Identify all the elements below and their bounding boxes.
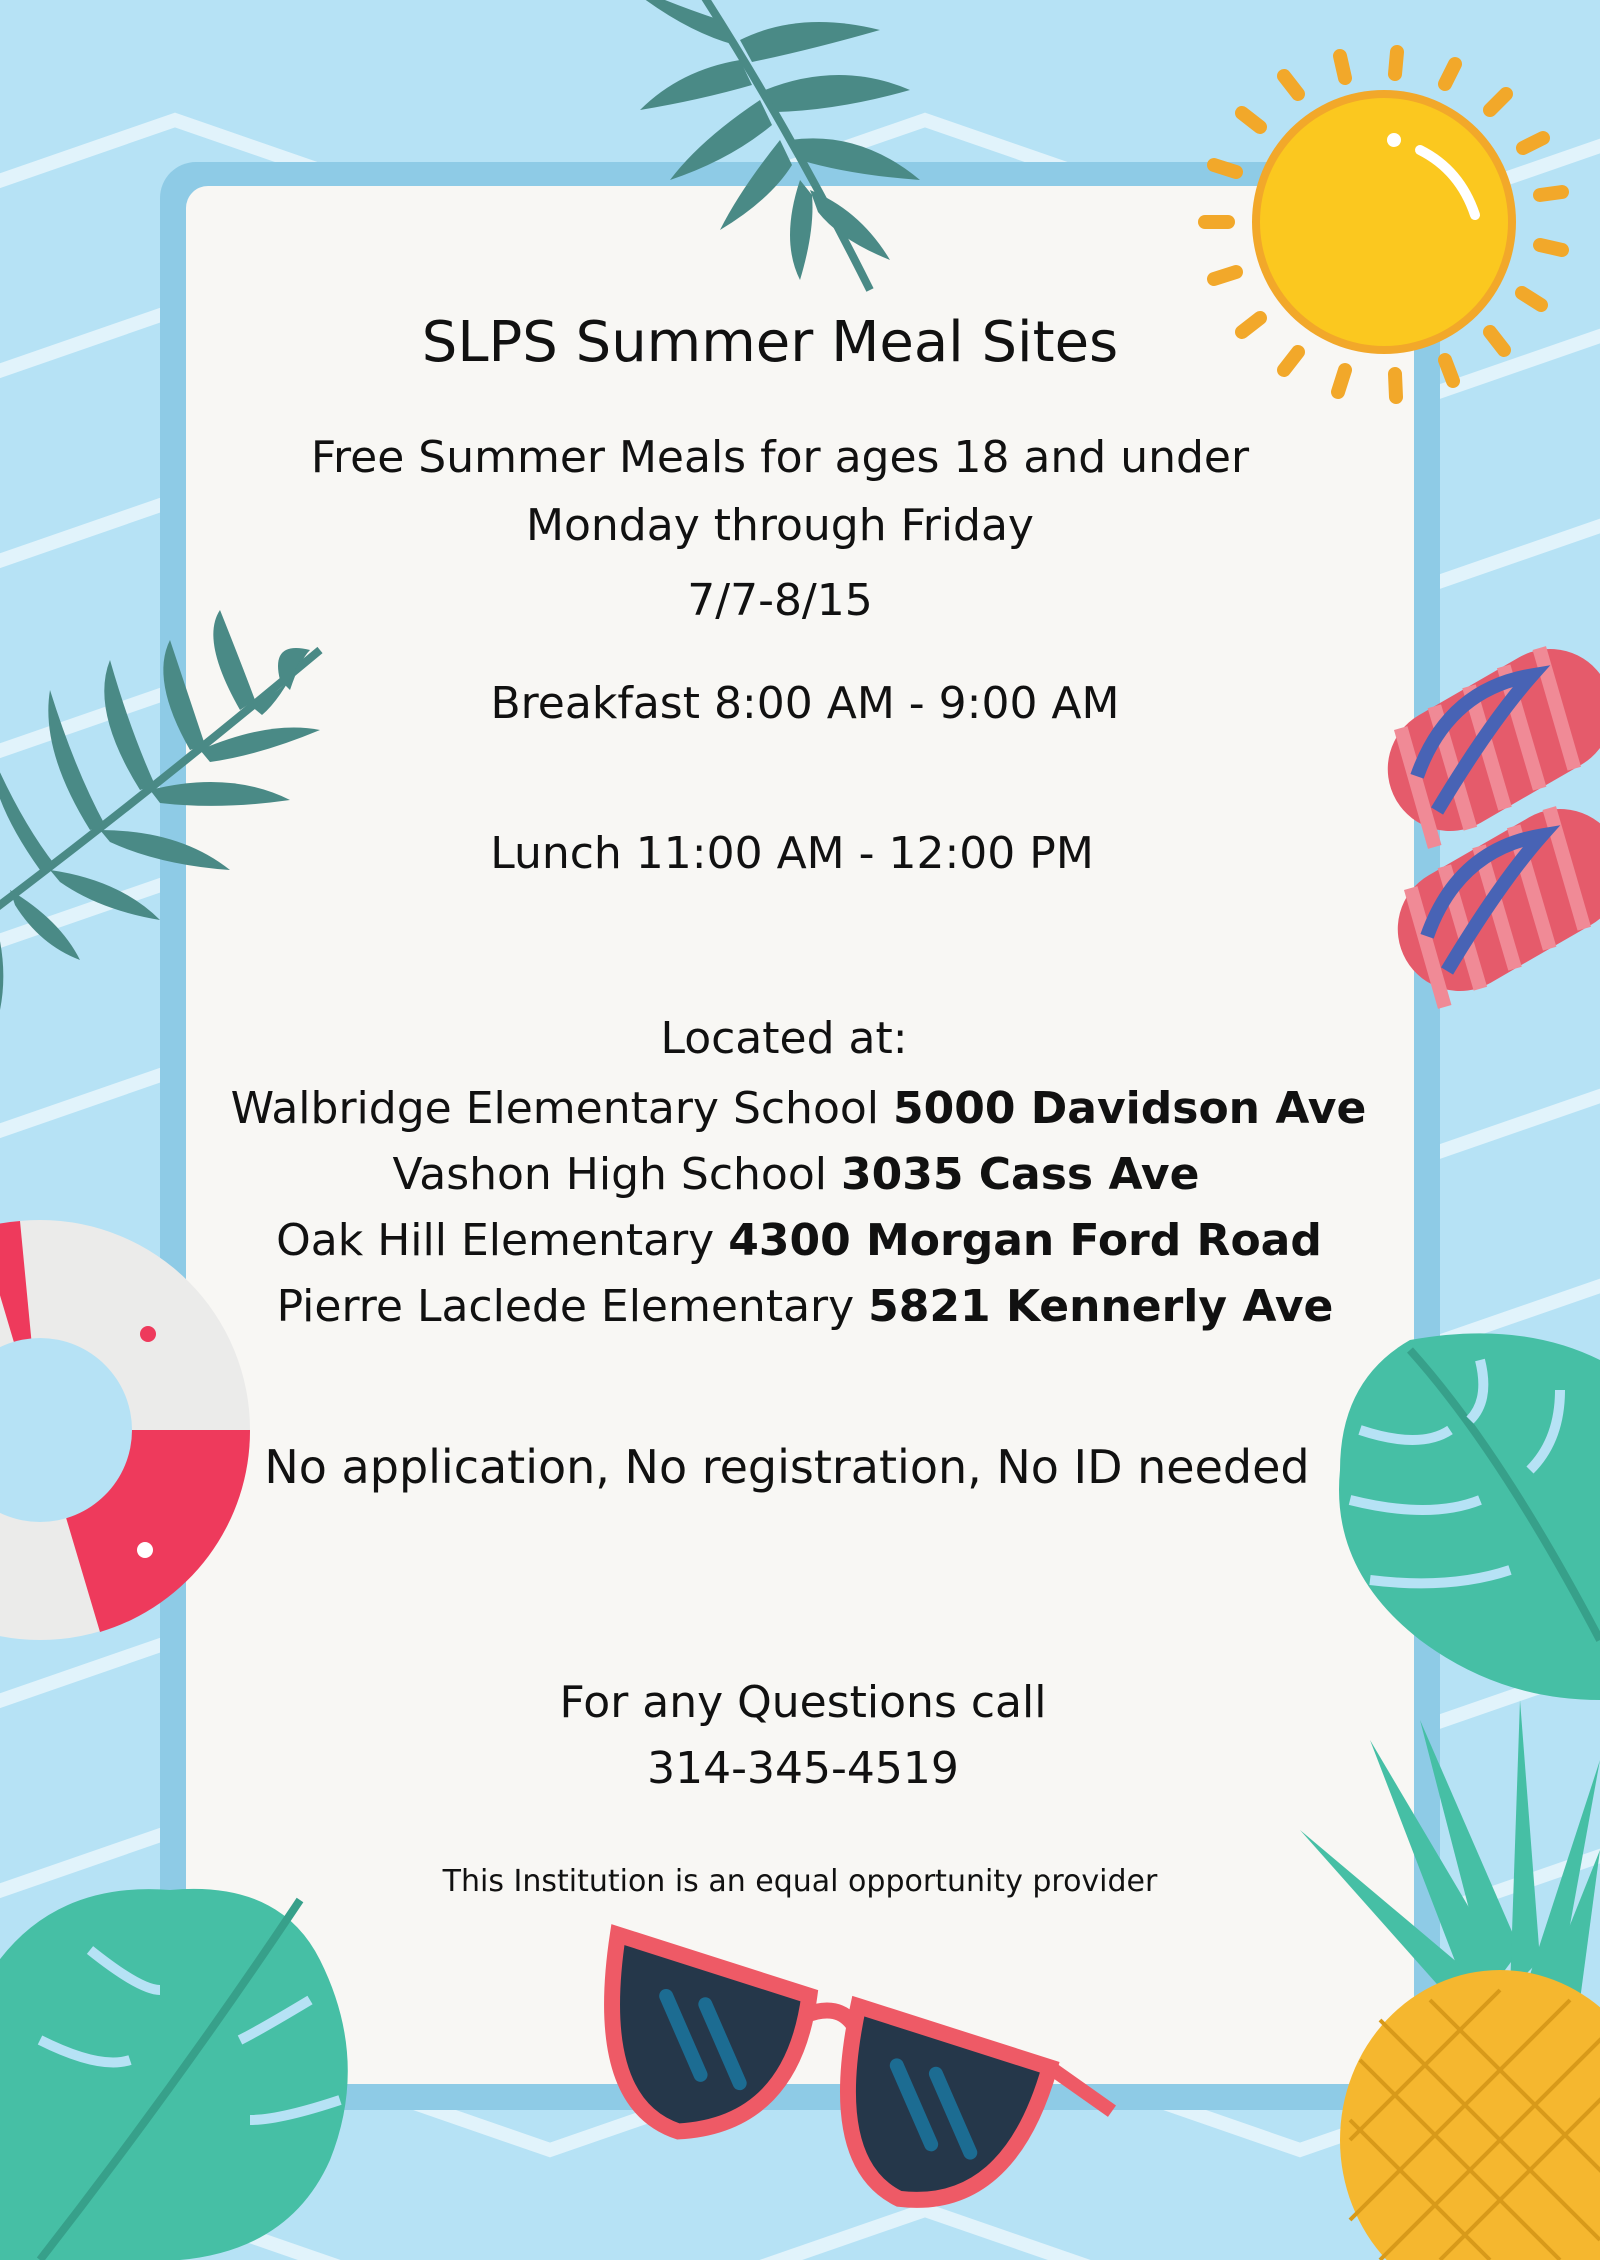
subtitle-ages: Free Summer Meals for ages 18 and under [310, 432, 1250, 483]
site-address: 4300 Morgan Ford Road [728, 1215, 1322, 1266]
site-address: 3035 Cass Ave [840, 1149, 1200, 1200]
site-item [0, 1142, 1600, 1208]
site-name: Oak Hill Elementary [276, 1215, 715, 1266]
no-application-notice: No application, No registration, No ID needed [264, 1440, 1310, 1494]
contact-info [3, 1670, 1600, 1802]
located-label: Located at: [660, 1013, 908, 1064]
site-address: 5000 Davidson Ave [893, 1083, 1367, 1134]
site-item [0, 1208, 1600, 1274]
provider-note: This Institution is an equal opportunity provider [442, 1864, 1158, 1899]
site-name: Vashon High School [392, 1149, 827, 1200]
date-range: 7/7-8/15 [687, 575, 873, 626]
site-name: Walbridge Elementary School [230, 1083, 893, 1134]
lunch-time: Lunch 11:00 AM - 12:00 PM [490, 828, 1094, 879]
site-name: Pierre Laclede Elementary [276, 1281, 855, 1332]
page-title: SLPS Summer Meal Sites [421, 310, 1119, 375]
site-item [0, 1076, 1600, 1142]
breakfast-time: Breakfast 8:00 AM - 9:00 AM [490, 678, 1120, 729]
site-address: 5821 Kennerly Ave [868, 1281, 1334, 1332]
questions-label: For any Questions call [559, 1677, 1047, 1728]
subtitle-days: Monday through Friday [526, 500, 1034, 551]
subtitle [0, 424, 1580, 560]
site-item [10, 1274, 1600, 1340]
phone-number: 314-345-4519 [647, 1743, 959, 1794]
site-list [0, 1076, 1600, 1340]
